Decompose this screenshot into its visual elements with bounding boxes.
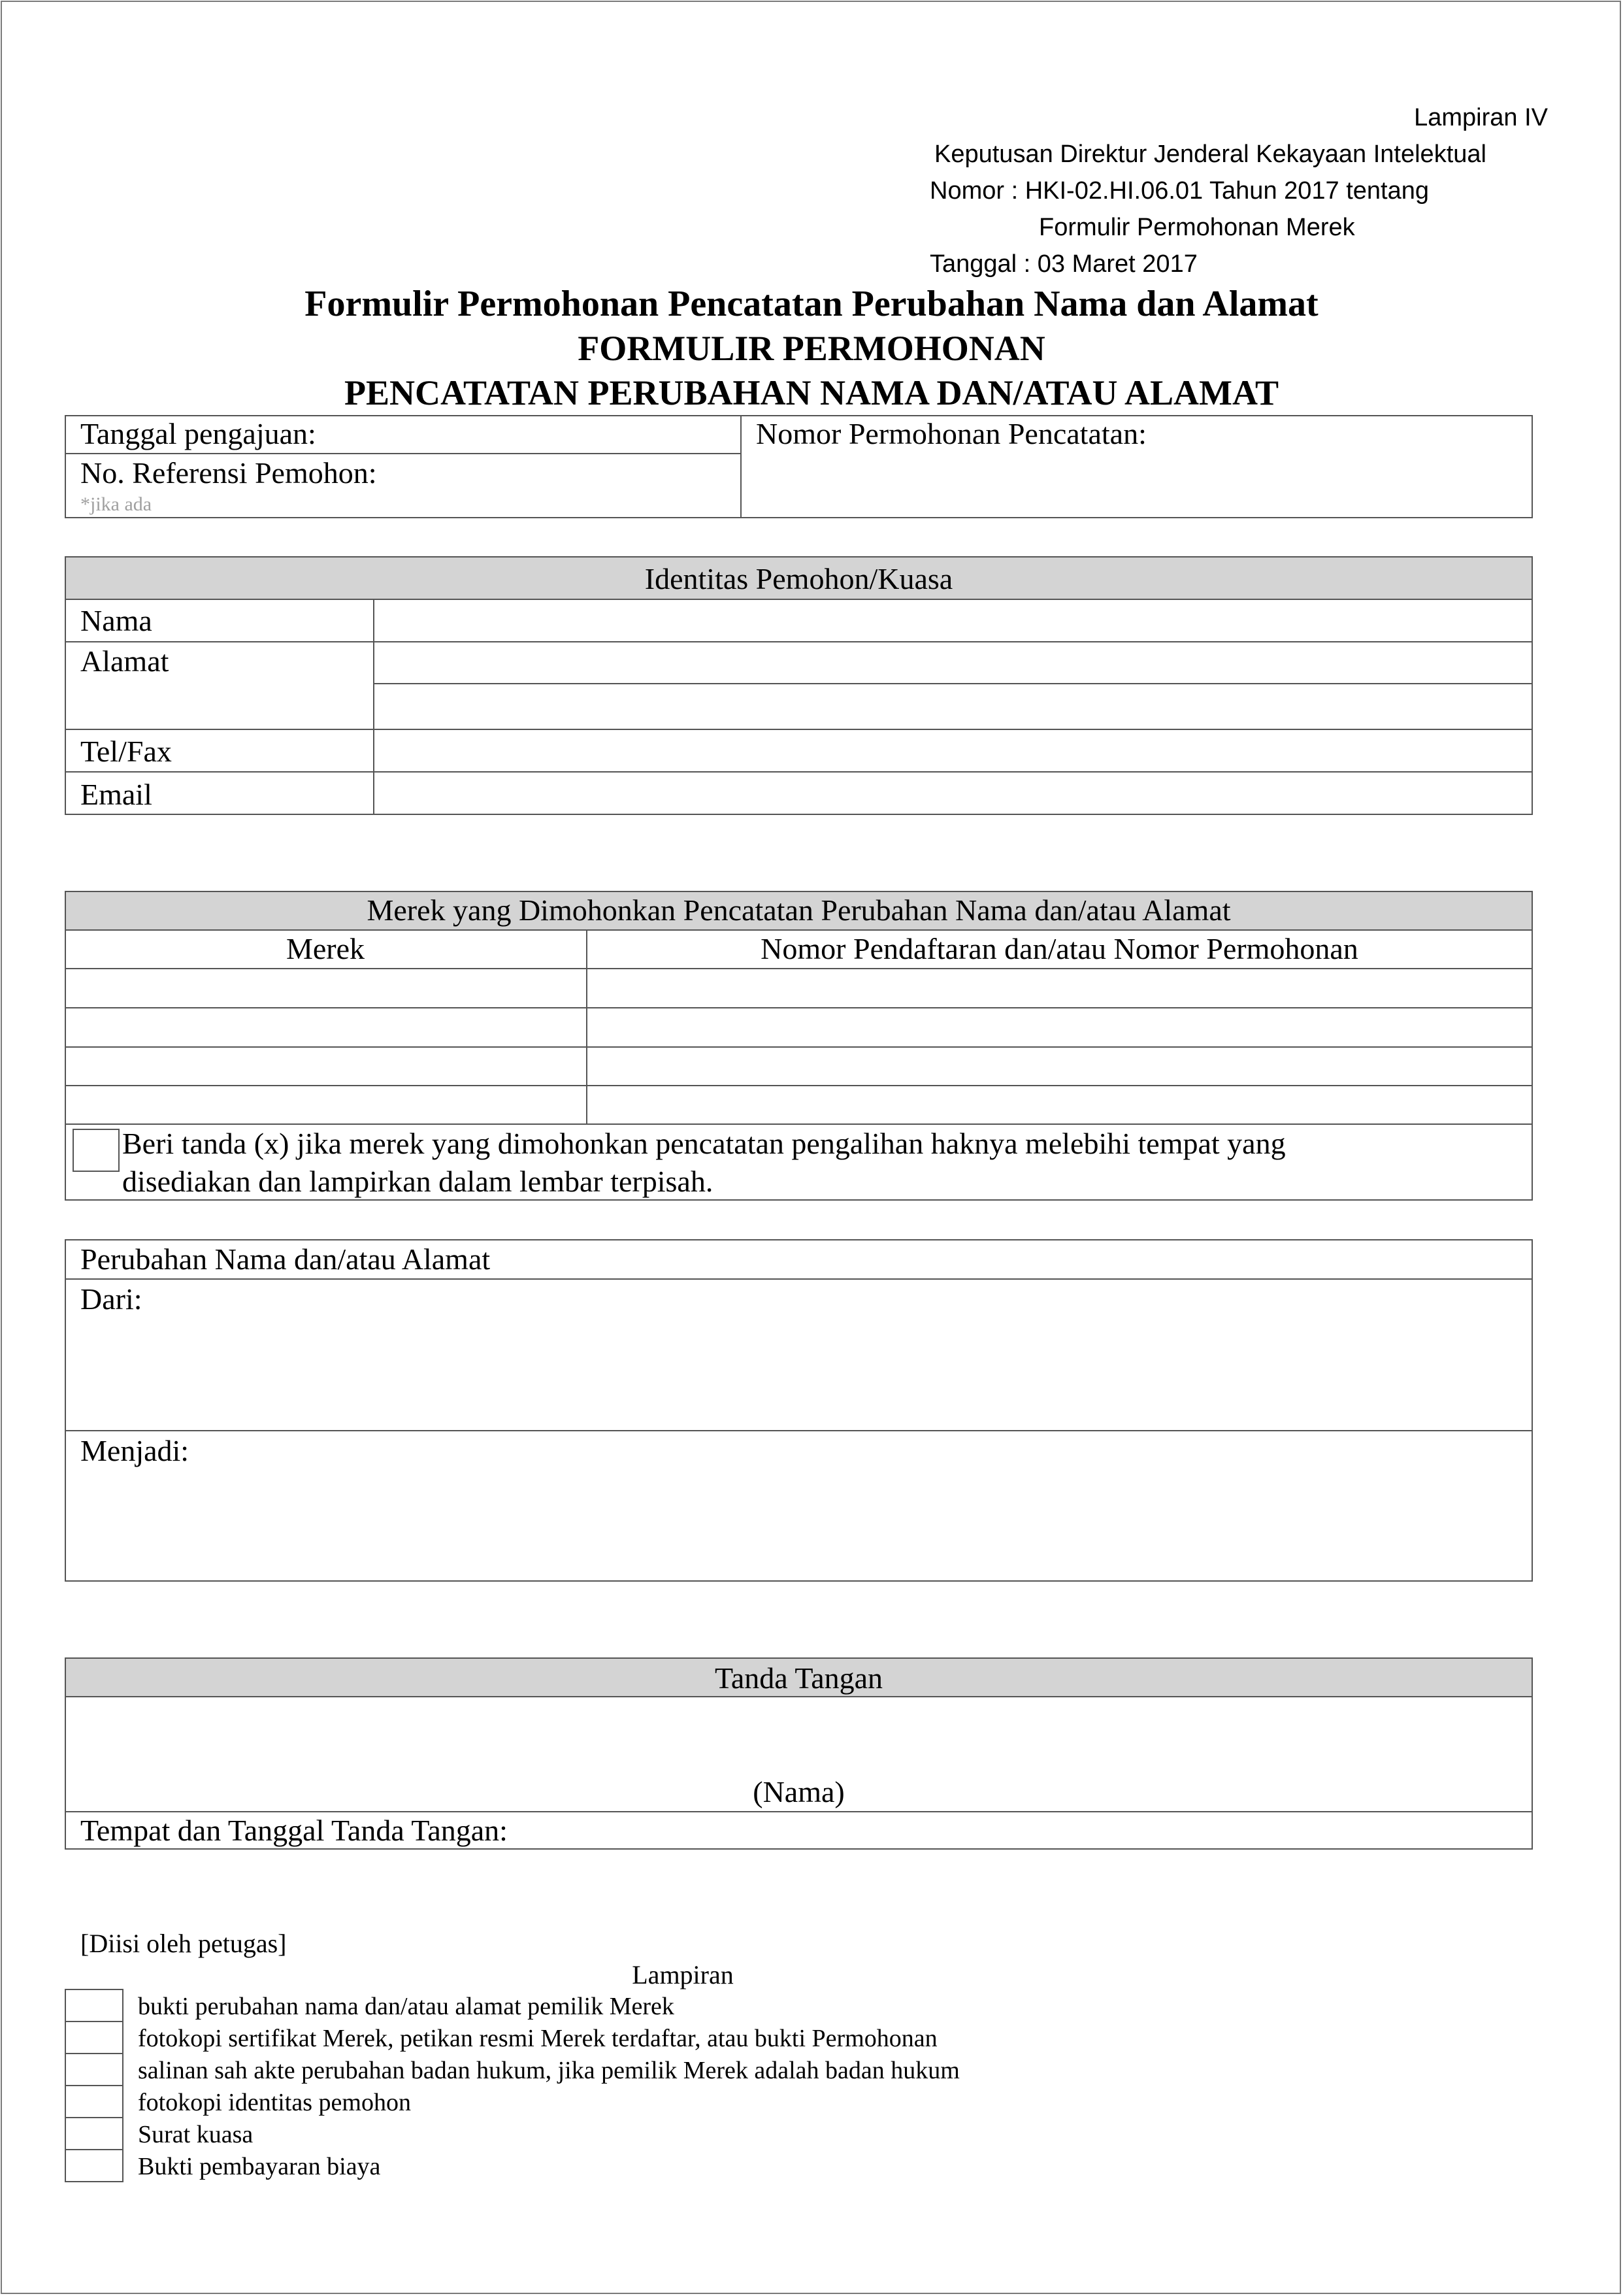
merek-col-header: Merek — [286, 932, 365, 965]
merek-row-line — [65, 1123, 1533, 1125]
attachment-checkbox[interactable] — [65, 2149, 123, 2182]
merek-cell[interactable] — [67, 1010, 585, 1045]
jika-ada-note: *jika ada — [80, 493, 152, 515]
nomor-cell[interactable] — [589, 1088, 1531, 1122]
attachment-checkbox[interactable] — [65, 2021, 123, 2054]
merek-cell[interactable] — [67, 971, 585, 1006]
menjadi-field[interactable] — [67, 1472, 1531, 1579]
identitas-row-line — [65, 599, 1533, 600]
attachment-checkbox[interactable] — [65, 2085, 123, 2118]
nomor-cell[interactable] — [589, 1010, 1531, 1045]
nama-field[interactable] — [376, 601, 1531, 639]
merek-cell[interactable] — [67, 1049, 585, 1084]
header-formulir: Formulir Permohonan Merek — [1039, 214, 1355, 241]
signature-field[interactable] — [67, 1699, 1531, 1777]
identitas-heading: Identitas Pemohon/Kuasa — [644, 562, 953, 595]
extra-sheet-note-line2: disediakan dan lampirkan dalam lembar terpisah. — [122, 1165, 713, 1198]
merek-row-line — [65, 1085, 1533, 1086]
attachment-checkbox[interactable] — [65, 2117, 123, 2150]
lampiran-heading: Lampiran — [632, 1960, 734, 1989]
tanda-tangan-row-line — [65, 1696, 1533, 1697]
petugas-label: [Diisi oleh petugas] — [80, 1929, 287, 1958]
nomor-cell[interactable] — [589, 971, 1531, 1006]
form-title-caps-1: FORMULIR PERMOHONAN — [578, 329, 1045, 368]
no-referensi-label: No. Referensi Pemohon: — [80, 456, 377, 490]
dari-label: Dari: — [80, 1282, 142, 1316]
header-keputusan: Keputusan Direktur Jenderal Kekayaan Intelektual — [934, 141, 1486, 168]
attachment-item: fotokopi sertifikat Merek, petikan resmi Merek terdaftar, atau bukti Permohonan — [138, 2025, 938, 2052]
attachment-checkbox[interactable] — [65, 2053, 123, 2086]
alamat-field-line1[interactable] — [376, 644, 1531, 682]
perubahan-row-line — [65, 1278, 1533, 1280]
identitas-row-line — [65, 771, 1533, 773]
nama-label: Nama — [80, 604, 152, 637]
form-title: Formulir Permohonan Pencatatan Perubahan Nama dan Alamat — [304, 284, 1319, 324]
application-info-row-divider — [65, 453, 742, 454]
perubahan-row-line — [65, 1430, 1533, 1431]
extra-sheet-note-line1: Beri tanda (x) jika merek yang dimohonkan pencatatan pengalihan haknya melebihi tempat yang — [122, 1127, 1286, 1160]
merek-cell[interactable] — [67, 1088, 585, 1122]
tempat-tanggal-label: Tempat dan Tanggal Tanda Tangan: — [80, 1814, 508, 1847]
telfax-label: Tel/Fax — [80, 735, 172, 768]
merek-row-line — [65, 1007, 1533, 1008]
header-lampiran: Lampiran IV — [1414, 104, 1548, 131]
form-title-caps-2: PENCATATAN PERUBAHAN NAMA DAN/ATAU ALAMAT — [344, 373, 1279, 412]
identitas-row-line — [373, 683, 1533, 684]
tanda-tangan-heading: Tanda Tangan — [714, 1661, 883, 1695]
header-nomor: Nomor : HKI-02.HI.06.01 Tahun 2017 tentang — [930, 177, 1430, 205]
identitas-row-line — [65, 641, 1533, 642]
attachment-item: fotokopi identitas pemohon — [138, 2089, 411, 2116]
identitas-row-line — [65, 729, 1533, 730]
attachment-item: Bukti pembayaran biaya — [138, 2153, 381, 2180]
email-label: Email — [80, 778, 152, 811]
nomor-permohonan-field[interactable] — [742, 458, 1530, 516]
nomor-permohonan-label: Nomor Permohonan Pencatatan: — [756, 417, 1147, 450]
perubahan-heading: Perubahan Nama dan/atau Alamat — [80, 1242, 491, 1276]
merek-row-line — [65, 968, 1533, 969]
identitas-col-divider — [373, 599, 374, 815]
tanggal-pengajuan-label: Tanggal pengajuan: — [80, 417, 316, 450]
application-info-divider — [740, 415, 742, 518]
header-tanggal: Tanggal : 03 Maret 2017 — [930, 250, 1198, 278]
alamat-label: Alamat — [80, 644, 169, 678]
nama-signature-label: (Nama) — [753, 1775, 845, 1808]
alamat-field-line2[interactable] — [376, 686, 1531, 727]
nomor-cell[interactable] — [589, 1049, 1531, 1084]
merek-row-line — [65, 1046, 1533, 1048]
menjadi-label: Menjadi: — [80, 1434, 189, 1467]
attachment-item: salinan sah akte perubahan badan hukum, jika pemilik Merek adalah badan hukum — [138, 2057, 960, 2084]
dari-field[interactable] — [67, 1320, 1531, 1427]
telfax-field[interactable] — [376, 731, 1531, 769]
email-field[interactable] — [376, 774, 1531, 813]
attachment-checkbox[interactable] — [65, 1989, 123, 2022]
extra-sheet-checkbox[interactable] — [73, 1129, 120, 1172]
attachment-item: Surat kuasa — [138, 2121, 254, 2148]
nomor-col-header: Nomor Pendaftaran dan/atau Nomor Permohonan — [761, 932, 1358, 965]
merek-heading: Merek yang Dimohonkan Pencatatan Perubahan Nama dan/atau Alamat — [367, 893, 1231, 927]
attachment-item: bukti perubahan nama dan/atau alamat pemilik Merek — [138, 1993, 674, 2020]
